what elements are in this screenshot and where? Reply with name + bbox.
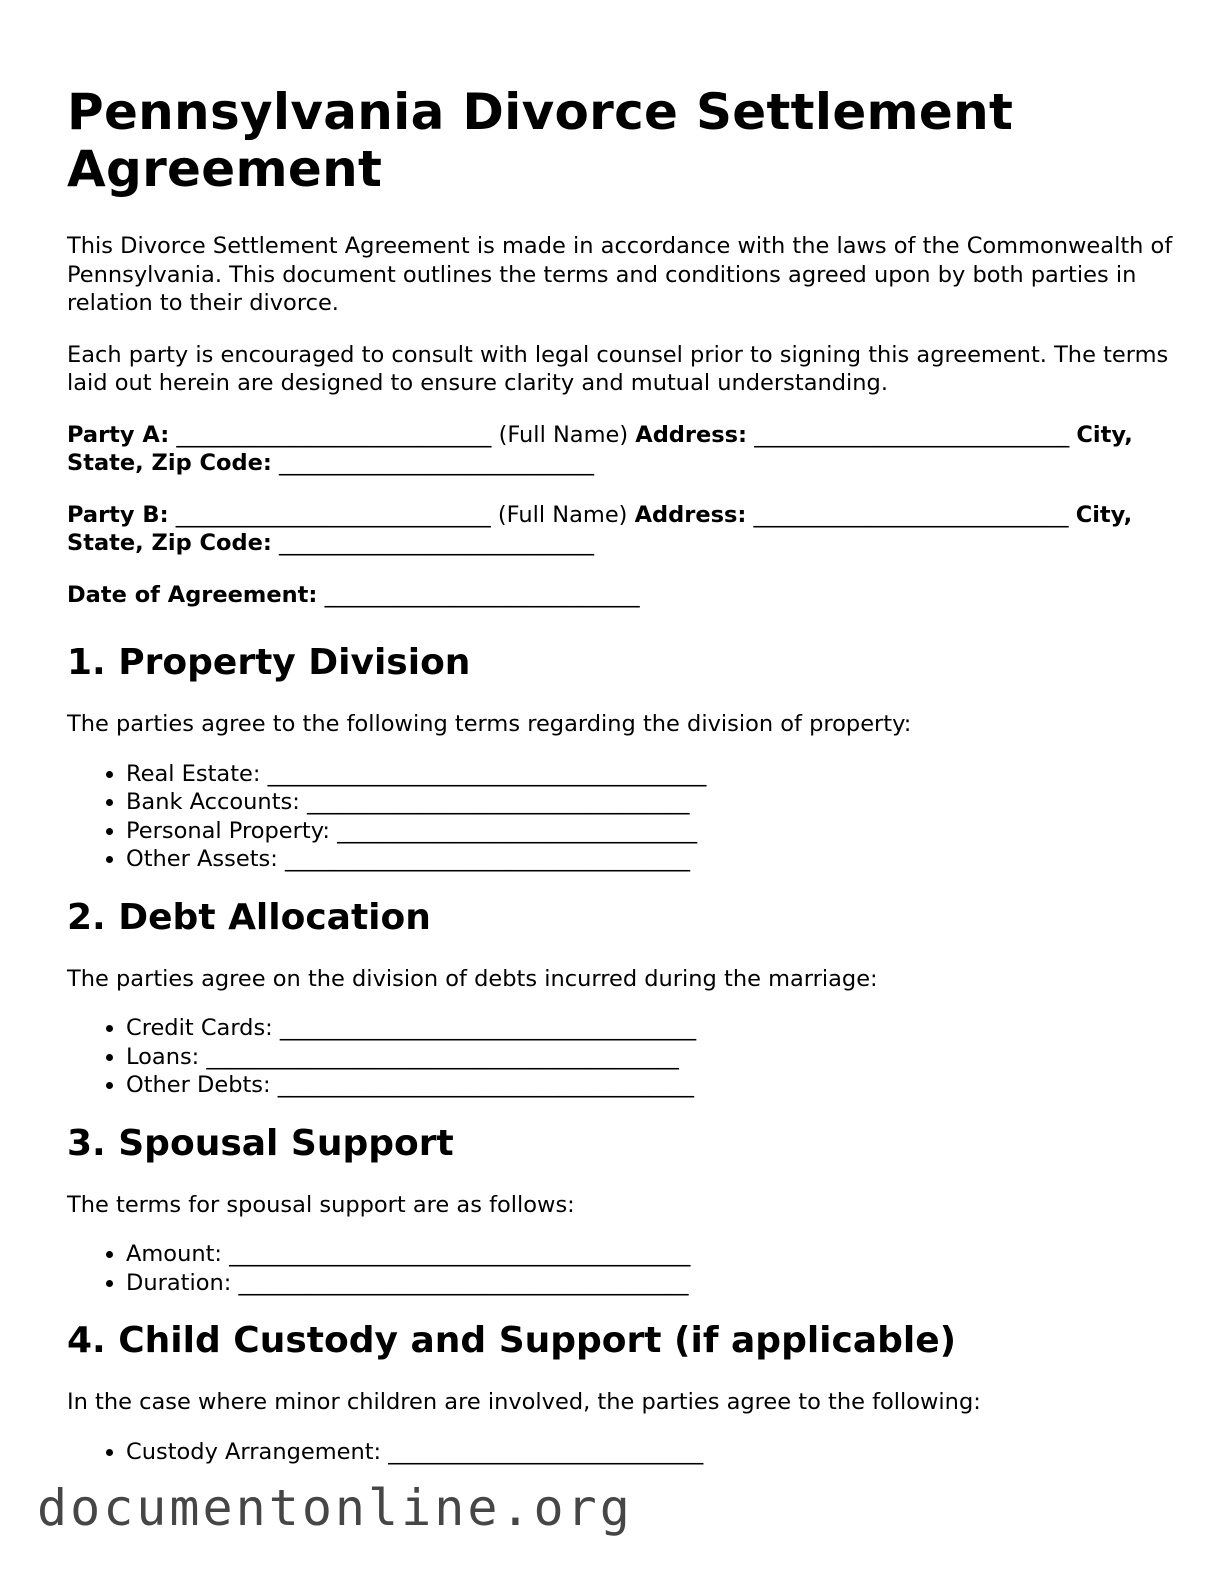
list-item[interactable]: • Personal Property: ________________________________ (126, 817, 1177, 846)
section-heading-debt: 2. Debt Allocation (67, 896, 431, 938)
party-b-label: Party B: (67, 501, 169, 528)
date-field[interactable]: ____________________________ (324, 581, 640, 608)
party-a-name-field[interactable]: ____________________________ (176, 421, 492, 448)
list-item[interactable]: • Real Estate: _______________________________________ (126, 760, 1177, 789)
property-list (67, 760, 1177, 874)
list-item[interactable]: • Custody Arrangement: ____________________________ (126, 1438, 1177, 1467)
debt-list (67, 1014, 1177, 1100)
party-a-address-field[interactable]: ____________________________ (754, 421, 1070, 448)
party-b-name-field[interactable]: ____________________________ (175, 501, 491, 528)
party-a-address-label: Address: (635, 421, 748, 448)
party-a-name-hint: (Full Name) (498, 421, 629, 448)
list-item[interactable]: • Duration: ________________________________________ (126, 1269, 1177, 1298)
party-a-label: Party A: (67, 421, 170, 448)
list-item[interactable]: • Bank Accounts: __________________________________ (126, 788, 1177, 817)
party-a-city-label: City, State, Zip Code: (67, 421, 1133, 476)
intro-paragraph: This Divorce Settlement Agreement is made in accordance with the laws of the Commonwealth of Pennsylvania. This document outlines the terms and conditions agreed upon by both parties in relation to their divorce. (67, 233, 1173, 316)
list-item[interactable]: • Credit Cards: _____________________________________ (126, 1014, 1177, 1043)
date-block (67, 581, 1177, 610)
party-a-city-field[interactable]: ____________________________ (279, 450, 594, 476)
section-lead: The parties agree on the division of debts incurred during the marriage: (67, 965, 878, 992)
document-title: Pennsylvania Divorce Settlement Agreement (67, 83, 1014, 198)
intro-paragraph: Each party is encouraged to consult with legal counsel prior to signing this agreement. The terms laid out herein are designed to ensure clarity and mutual understanding. (67, 341, 1169, 396)
watermark: documentonline.org (37, 1479, 633, 1537)
section-heading-property: 1. Property Division (67, 642, 471, 683)
party-b-city-label: City, State, Zip Code: (67, 501, 1133, 556)
document-body (67, 84, 1177, 1488)
list-item[interactable]: • Other Debts: _____________________________________ (126, 1071, 1177, 1100)
list-item[interactable]: • Amount: _________________________________________ (126, 1240, 1177, 1269)
section-lead: The parties agree to the following terms regarding the division of property: (67, 711, 912, 737)
list-item[interactable]: • Loans: __________________________________________ (126, 1043, 1177, 1072)
date-label: Date of Agreement: (67, 581, 318, 608)
section-heading-spousal-support: 3. Spousal Support (67, 1122, 454, 1164)
party-a-block (67, 421, 1177, 478)
spousal-support-list (67, 1240, 1177, 1297)
section-lead: In the case where minor children are involved, the parties agree to the following: (67, 1389, 981, 1415)
section-lead: The terms for spousal support are as follows: (67, 1191, 575, 1218)
party-b-block (67, 501, 1177, 558)
party-b-address-label: Address: (634, 501, 747, 528)
list-item[interactable]: • Other Assets: ____________________________________ (126, 845, 1177, 874)
party-b-address-field[interactable]: ____________________________ (753, 501, 1069, 528)
child-custody-list (67, 1438, 1177, 1467)
party-b-name-hint: (Full Name) (497, 501, 628, 528)
section-heading-child-custody: 4. Child Custody and Support (if applicable) (67, 1320, 957, 1361)
party-b-city-field[interactable]: ____________________________ (279, 530, 594, 556)
